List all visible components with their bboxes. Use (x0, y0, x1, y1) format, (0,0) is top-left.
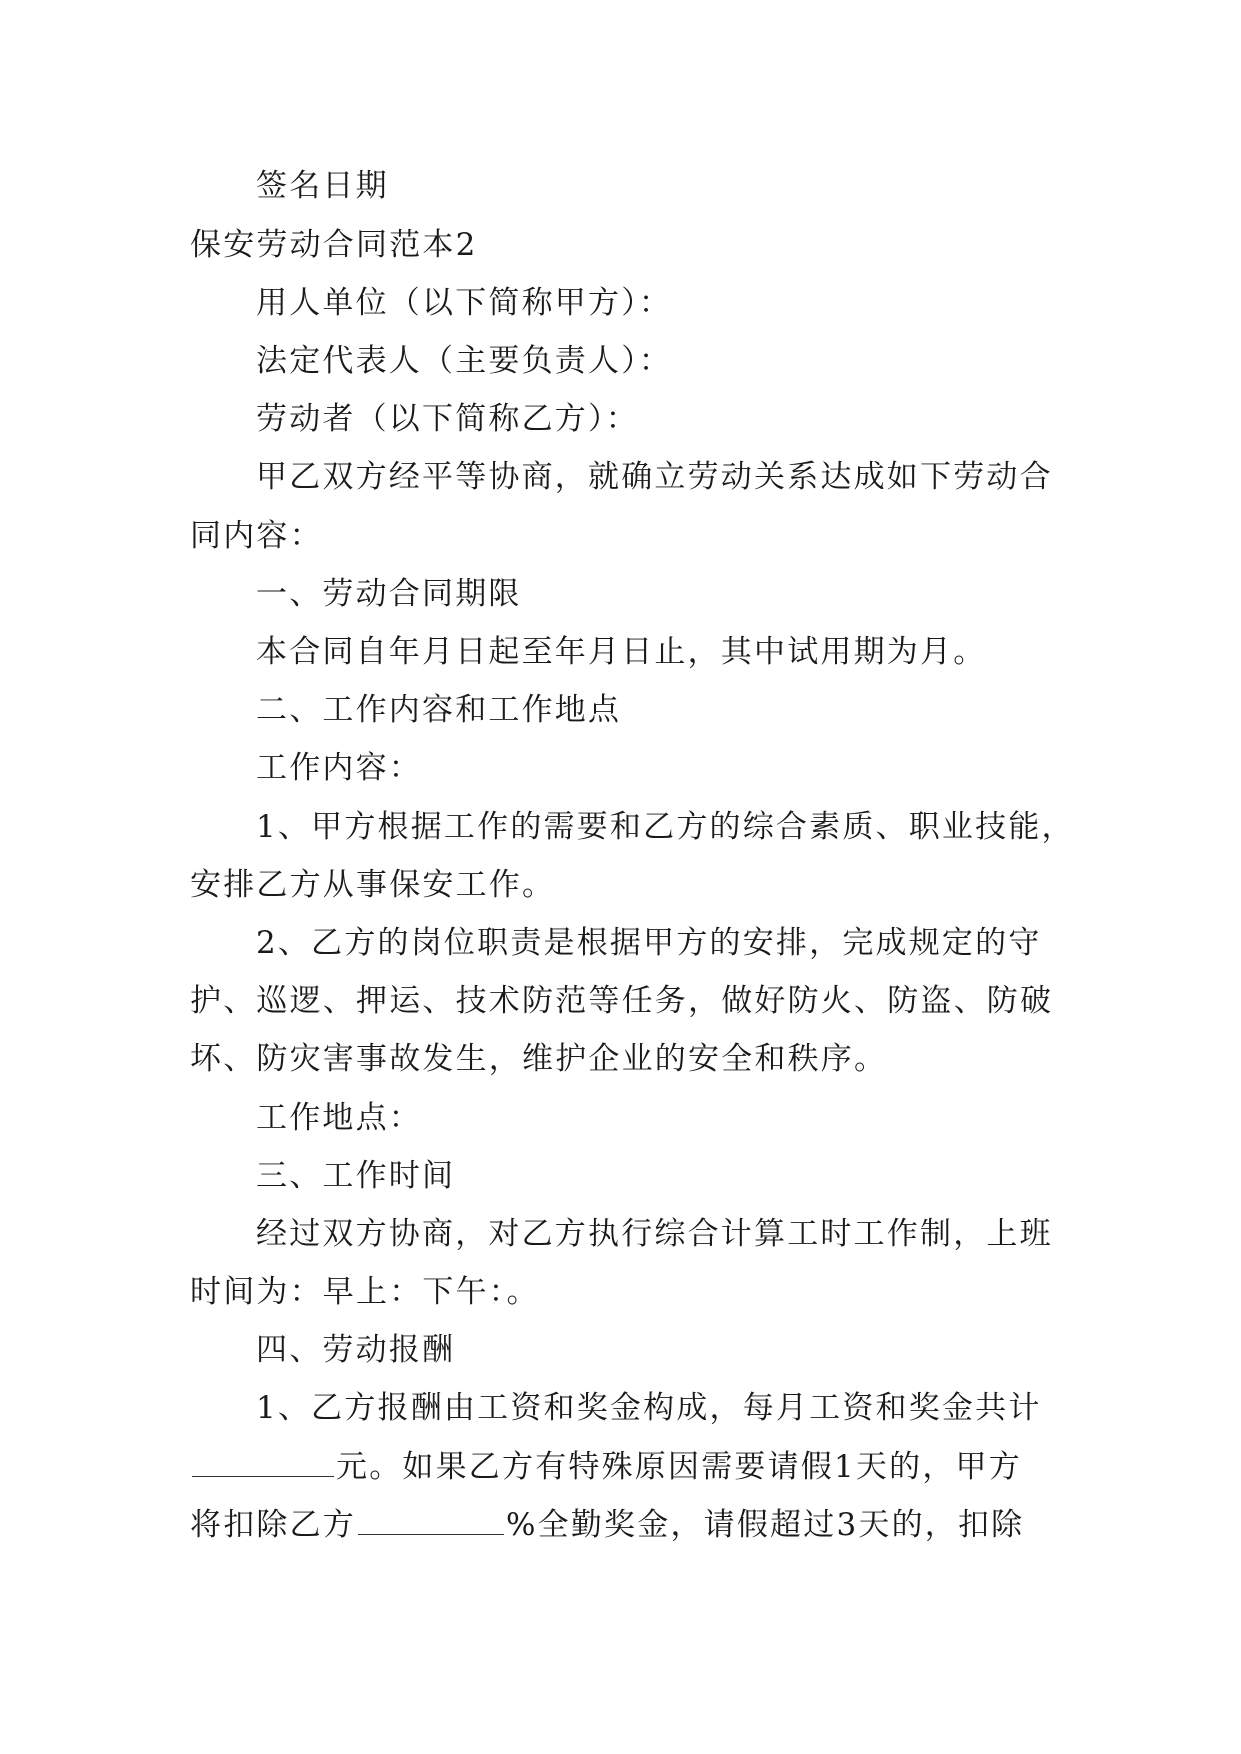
signature-date-label: 签名日期 (256, 168, 389, 204)
paragraph-line: 本合同自年月日起至年月日止，其中试用期为月。 (256, 634, 987, 670)
paragraph-line: 安排乙方从事保安工作。 (190, 867, 556, 903)
blank-underline (192, 1475, 334, 1477)
paragraph-line: 时间为：早上：下午：。 (190, 1274, 540, 1310)
employer-field-label: 用人单位（以下简称甲方）： (256, 285, 673, 321)
paragraph-line: 同内容： (190, 518, 323, 554)
paragraph-line: 坏、防灾害事故发生，维护企业的安全和秩序。 (190, 1041, 888, 1077)
line-text: 元。如果乙方有特殊原因需要请假1天的，甲方 (336, 1449, 1022, 1485)
line-text: 将扣除乙方 (190, 1507, 356, 1543)
line-text: %全勤奖金，请假超过3天的，扣除 (506, 1507, 1025, 1543)
paragraph-line: 经过双方协商，对乙方执行综合计算工时工作制，上班 (256, 1216, 1053, 1252)
paragraph-line: 1、乙方报酬由工资和奖金构成，每月工资和奖金共计 (256, 1390, 1042, 1426)
paragraph-line: 护、巡逻、押运、技术防范等任务，做好防火、防盗、防破 (190, 983, 1054, 1019)
paragraph-line: 甲乙双方经平等协商，就确立劳动关系达成如下劳动合 (256, 459, 1053, 495)
paragraph-line (190, 1507, 1070, 1543)
paragraph-line: 2、乙方的岗位职责是根据甲方的安排，完成规定的守 (256, 925, 1042, 961)
clause-heading: 四、劳动报酬 (256, 1332, 456, 1368)
blank-underline (358, 1533, 504, 1535)
paragraph-line: 1、甲方根据工作的需要和乙方的综合素质、职业技能， (256, 809, 1075, 845)
clause-heading: 一、劳动合同期限 (256, 576, 522, 612)
clause-heading: 二、工作内容和工作地点 (256, 692, 622, 728)
legal-representative-label: 法定代表人（主要负责人）： (256, 343, 673, 379)
paragraph-line (190, 1449, 1070, 1485)
clause-heading: 三、工作时间 (256, 1158, 456, 1194)
section-title: 保安劳动合同范本2 (190, 227, 478, 263)
paragraph-line: 工作地点： (256, 1100, 422, 1136)
paragraph-line: 工作内容： (256, 750, 422, 786)
employee-field-label: 劳动者（以下简称乙方）： (256, 401, 639, 437)
